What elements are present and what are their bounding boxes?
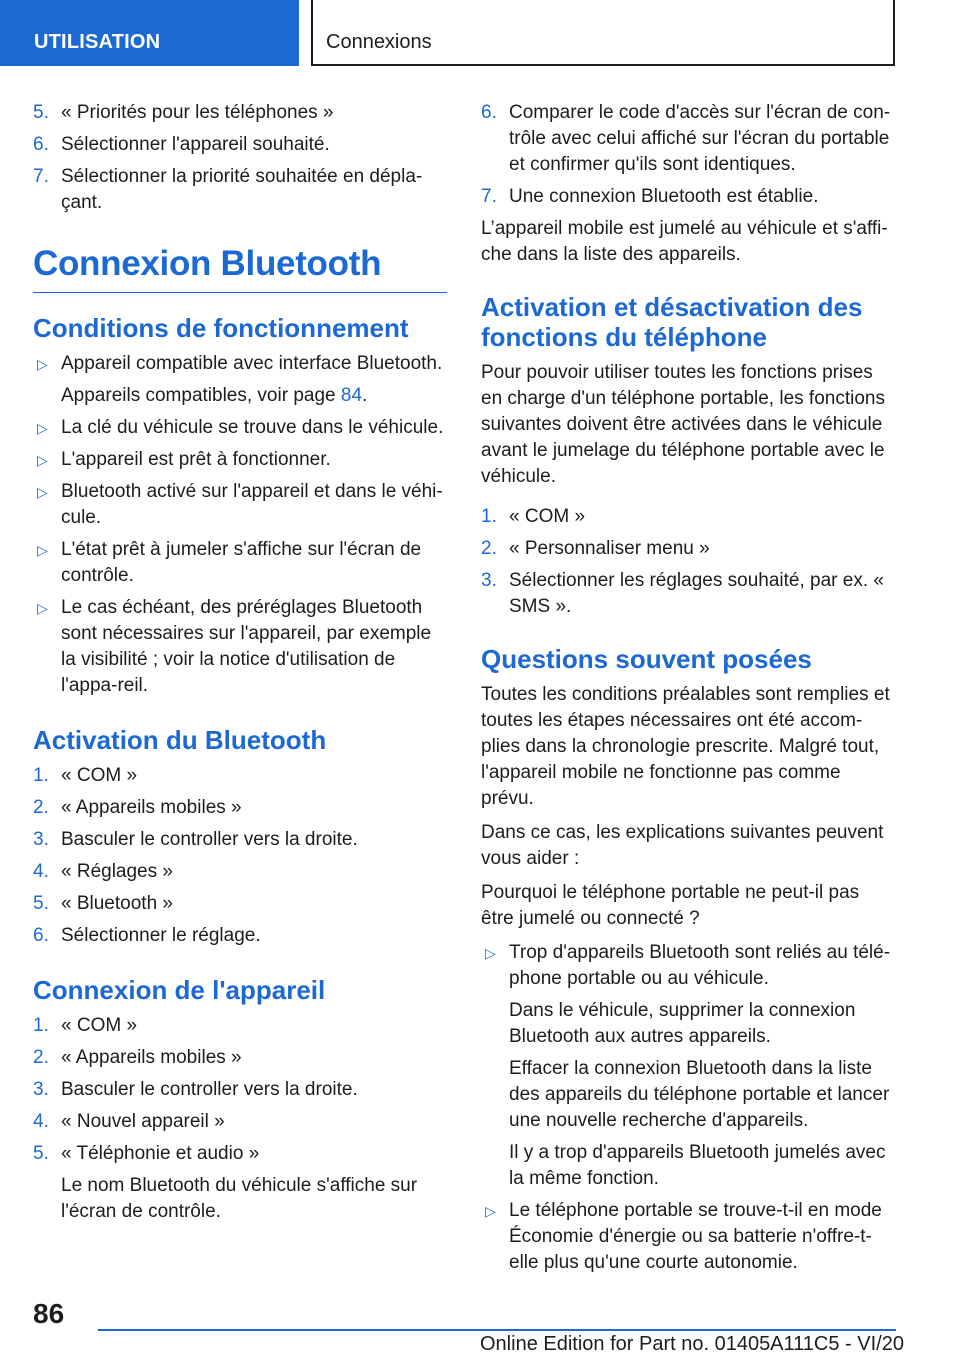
triangle-bullet-icon: ▷ bbox=[37, 356, 48, 372]
page-link[interactable]: 84 bbox=[340, 385, 363, 406]
right-column bbox=[481, 100, 896, 1282]
triangle-bullet-icon: ▷ bbox=[37, 542, 48, 558]
page-header bbox=[0, 0, 960, 66]
page-number: 86 bbox=[33, 1298, 65, 1329]
list-item: 5. « Téléphonie et audio » bbox=[33, 1143, 260, 1164]
left-column bbox=[33, 100, 447, 1231]
section-tab: UTILISATION bbox=[0, 0, 299, 66]
activation-step-list bbox=[33, 763, 447, 949]
list-item: 2. « Appareils mobiles » bbox=[33, 797, 242, 818]
heading-bluetooth-connection: Connexion Bluetooth bbox=[33, 244, 447, 293]
bullet-item: ▷ Bluetooth activé sur l'appareil et dans le véhi‐cule. bbox=[33, 479, 447, 531]
triangle-bullet-icon: ▷ bbox=[37, 484, 48, 500]
step-subtext: Le nom Bluetooth du véhicule s'affiche sur l'écran de contrôle. bbox=[61, 1175, 418, 1222]
bullet-item: ▷ La clé du véhicule se trouve dans le véhicule. bbox=[33, 415, 447, 441]
list-item: 7. Une connexion Bluetooth est établie. bbox=[481, 186, 819, 207]
bullet-subtext: Il y a trop d'appareils Bluetooth jumelés avec la même fonction. bbox=[509, 1142, 886, 1189]
bullet-item: ▷ Le cas échéant, des préréglages Bluetooth sont nécessaires sur l'appareil, par exemple la visibilité ; voir la notice d'utilisation de l'appa‐reil. bbox=[33, 595, 447, 699]
heading-device-connection: Connexion de l'appareil bbox=[33, 975, 326, 1005]
heading-faq: Questions souvent posées bbox=[481, 644, 812, 674]
list-item: 6. Comparer le code d'accès sur l'écran de con‐trôle avec celui affiché sur l'écran du portable et confirmer qu'ils sont identiques. bbox=[481, 102, 891, 175]
heading-phone-functions: Activation et désactivation des fonctions du téléphone bbox=[481, 292, 863, 352]
continued-step-list bbox=[481, 100, 896, 210]
faq-paragraph: Toutes les conditions préalables sont remplies et toutes les étapes nécessaires ont été accom‐plies dans la chronologie prescrite. Malgré tout, l'appareil mobile ne fonctionne pas comme prévu. bbox=[481, 684, 890, 809]
bullet-item: ▷ Appareil compatible avec interface Bluetooth. bbox=[33, 351, 447, 377]
footer-divider bbox=[98, 1329, 896, 1331]
paired-paragraph: L’appareil mobile est jumelé au véhicule et s'affi‐che dans la liste des appareils. bbox=[481, 218, 888, 265]
list-item: 5. « Priorités pour les téléphones » bbox=[33, 102, 334, 123]
list-item: 3. Basculer le controller vers la droite. bbox=[33, 1079, 358, 1100]
bullet-item: ▷ L'appareil est prêt à fonctionner. bbox=[33, 447, 447, 473]
chapter-title: Connexions bbox=[311, 0, 895, 66]
heading-conditions: Conditions de fonctionnement bbox=[33, 313, 409, 343]
list-item: 2. « Personnaliser menu » bbox=[481, 538, 710, 559]
list-item: 6. Sélectionner l'appareil souhaité. bbox=[33, 134, 330, 155]
functions-step-list bbox=[481, 504, 896, 620]
bullet-subtext: Appareils compatibles, voir page 84. bbox=[61, 385, 368, 406]
functions-paragraph: Pour pouvoir utiliser toutes les fonctions prises en charge d'un téléphone portable, les fonctions suivantes doivent être activées dans le véhicule avant le jumelage du téléphone portable avec le véhicule. bbox=[481, 362, 885, 487]
list-item: 1. « COM » bbox=[33, 1015, 138, 1036]
list-item: 6. Sélectionner le réglage. bbox=[33, 925, 261, 946]
triangle-bullet-icon: ▷ bbox=[485, 945, 496, 961]
triangle-bullet-icon: ▷ bbox=[485, 1203, 496, 1219]
triangle-bullet-icon: ▷ bbox=[37, 600, 48, 616]
bullet-subtext: Dans le véhicule, supprimer la connexion Bluetooth aux autres appareils. bbox=[509, 1000, 856, 1047]
bullet-item: ▷ Le téléphone portable se trouve-t-il en mode Économie d'énergie ou sa batterie n'offre-t-elle plus qu'une courte autonomie. bbox=[481, 1198, 896, 1276]
list-item: 4. « Réglages » bbox=[33, 861, 173, 882]
heading-bluetooth-activation: Activation du Bluetooth bbox=[33, 725, 327, 755]
footer-edition: Online Edition for Part no. 01405A111C5 - VI/20 bbox=[480, 1333, 904, 1355]
list-item: 7. Sélectionner la priorité souhaitée en dépla‐çant. bbox=[33, 166, 423, 213]
bullet-item: ▷ Trop d'appareils Bluetooth sont reliés au télé‐phone portable ou au véhicule. bbox=[481, 940, 896, 992]
list-item: 2. « Appareils mobiles » bbox=[33, 1047, 242, 1068]
list-item: 3. Basculer le controller vers la droite. bbox=[33, 829, 358, 850]
list-item: 4. « Nouvel appareil » bbox=[33, 1111, 225, 1132]
bullet-subtext: Effacer la connexion Bluetooth dans la liste des appareils du téléphone portable et lancer une nouvelle recherche d'appareils. bbox=[509, 1058, 890, 1131]
faq-paragraph: Dans ce cas, les explications suivantes peuvent vous aider : bbox=[481, 822, 884, 869]
list-item: 1. « COM » bbox=[481, 506, 586, 527]
intro-step-list bbox=[33, 100, 447, 216]
list-item: 5. « Bluetooth » bbox=[33, 893, 173, 914]
triangle-bullet-icon: ▷ bbox=[37, 420, 48, 436]
triangle-bullet-icon: ▷ bbox=[37, 452, 48, 468]
faq-question: Pourquoi le téléphone portable ne peut-il pas être jumelé ou connecté ? bbox=[481, 882, 860, 929]
list-item: 1. « COM » bbox=[33, 765, 138, 786]
list-item: 3. Sélectionner les réglages souhaité, par ex. « SMS ». bbox=[481, 570, 884, 617]
connection-step-list bbox=[33, 1013, 447, 1225]
bullet-item: ▷ L'état prêt à jumeler s'affiche sur l'écran de contrôle. bbox=[33, 537, 447, 589]
